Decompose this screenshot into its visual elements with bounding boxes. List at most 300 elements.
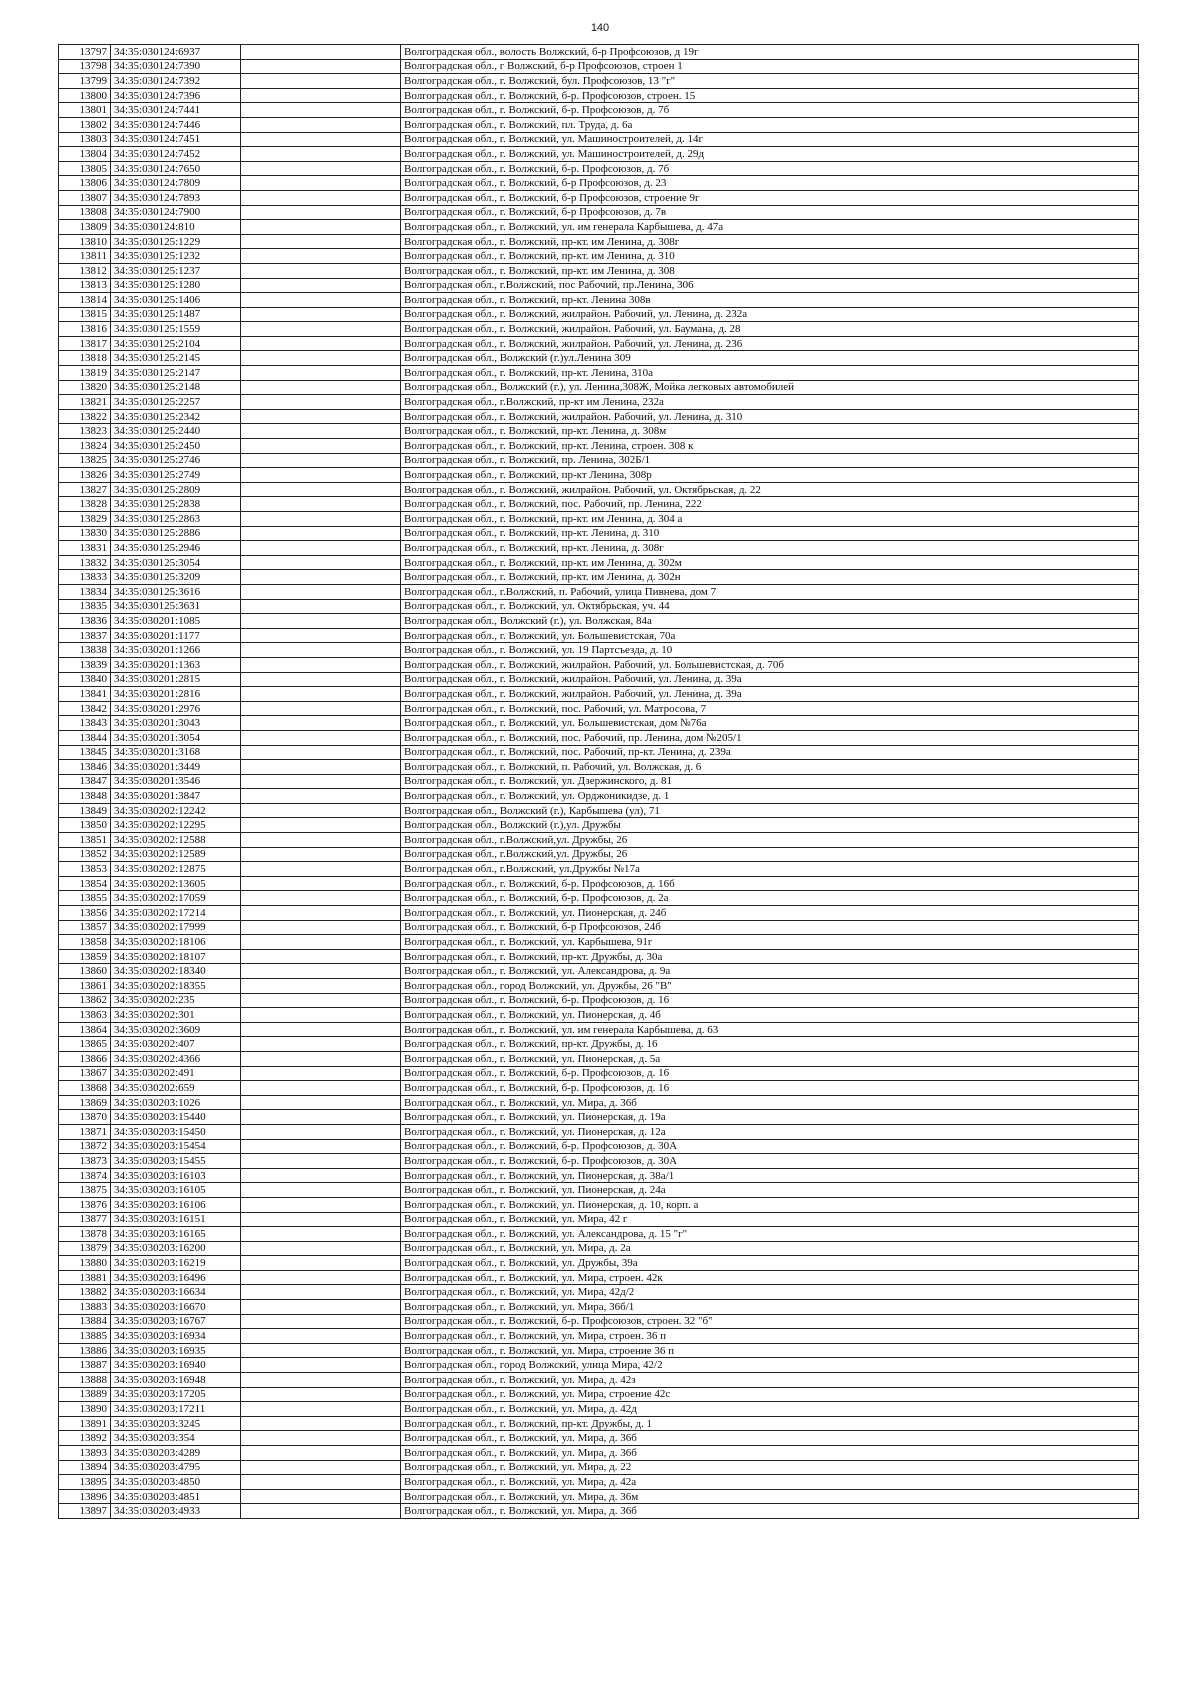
cadastral-number-cell: 34:35:030203:16103 <box>111 1168 241 1183</box>
table-row <box>59 1431 1139 1446</box>
address-cell: Волгоградская обл., г. Волжский, пр-кт. им Ленина, д. 310 <box>401 249 1139 264</box>
cadastral-number-cell: 34:35:030125:2749 <box>111 468 241 483</box>
row-number-cell: 13829 <box>59 512 111 527</box>
table-row <box>59 88 1139 103</box>
table-row <box>59 409 1139 424</box>
empty-cell <box>241 1300 401 1315</box>
cadastral-number-cell: 34:35:030203:15454 <box>111 1139 241 1154</box>
cadastral-number-cell: 34:35:030202:17999 <box>111 920 241 935</box>
cadastral-number-cell: 34:35:030125:2838 <box>111 497 241 512</box>
cadastral-number-cell: 34:35:030203:1026 <box>111 1095 241 1110</box>
table-row <box>59 1066 1139 1081</box>
row-number-cell: 13866 <box>59 1051 111 1066</box>
row-number-cell: 13822 <box>59 409 111 424</box>
empty-cell <box>241 1460 401 1475</box>
empty-cell <box>241 1343 401 1358</box>
empty-cell <box>241 1095 401 1110</box>
empty-cell <box>241 964 401 979</box>
empty-cell <box>241 1329 401 1344</box>
address-cell: Волгоградская обл., г. Волжский, ул. Мира, 42 г <box>401 1212 1139 1227</box>
address-cell: Волгоградская обл., г. Волжский, пос. Рабочий, пр-кт. Ленина, д. 239а <box>401 745 1139 760</box>
row-number-cell: 13803 <box>59 132 111 147</box>
row-number-cell: 13842 <box>59 701 111 716</box>
empty-cell <box>241 424 401 439</box>
row-number-cell: 13892 <box>59 1431 111 1446</box>
address-cell: Волгоградская обл., г. Волжский, ул. Машиностроителей, д. 29д <box>401 147 1139 162</box>
empty-cell <box>241 205 401 220</box>
row-number-cell: 13845 <box>59 745 111 760</box>
empty-cell <box>241 1504 401 1519</box>
address-cell: Волгоградская обл., г. Волжский, б-р. Профсоюзов, д. 2а <box>401 891 1139 906</box>
table-row <box>59 906 1139 921</box>
table-row <box>59 59 1139 74</box>
row-number-cell: 13882 <box>59 1285 111 1300</box>
cadastral-number-cell: 34:35:030201:1363 <box>111 657 241 672</box>
table-row <box>59 74 1139 89</box>
table-row <box>59 1241 1139 1256</box>
row-number-cell: 13870 <box>59 1110 111 1125</box>
address-cell: Волгоградская обл., г. Волжский, ул. Большевистская, дом №76а <box>401 716 1139 731</box>
empty-cell <box>241 1124 401 1139</box>
table-row <box>59 190 1139 205</box>
page-number: 140 <box>590 22 610 34</box>
address-cell: Волгоградская обл., г. Волжский, б-р. Профсоюзов, д. 16 <box>401 1081 1139 1096</box>
row-number-cell: 13877 <box>59 1212 111 1227</box>
row-number-cell: 13887 <box>59 1358 111 1373</box>
address-cell: Волгоградская обл., г.Волжский, пр-кт им Ленина, 232а <box>401 395 1139 410</box>
address-cell: Волгоградская обл., г. Волжский, ул. Большевистская, 70а <box>401 628 1139 643</box>
cadastral-number-cell: 34:35:030125:2148 <box>111 380 241 395</box>
address-cell: Волгоградская обл., г. Волжский, жилрайон. Рабочий, ул. Ленина, д. 39а <box>401 687 1139 702</box>
empty-cell <box>241 657 401 672</box>
cadastral-number-cell: 34:35:030125:2257 <box>111 395 241 410</box>
table-row <box>59 1197 1139 1212</box>
address-cell: Волгоградская обл., г. Волжский, жилрайон. Рабочий, ул. Большевистская, д. 70б <box>401 657 1139 672</box>
address-cell: Волгоградская обл., г. Волжский, ул. Машиностроителей, д. 14г <box>401 132 1139 147</box>
empty-cell <box>241 1387 401 1402</box>
row-number-cell: 13839 <box>59 657 111 672</box>
cadastral-number-cell: 34:35:030201:3168 <box>111 745 241 760</box>
empty-cell <box>241 1314 401 1329</box>
row-number-cell: 13852 <box>59 847 111 862</box>
table-row <box>59 220 1139 235</box>
row-number-cell: 13827 <box>59 482 111 497</box>
address-cell: Волгоградская обл., г. Волжский, пл. Труда, д. 6а <box>401 117 1139 132</box>
address-cell: Волгоградская обл., г. Волжский, б-р Профсоюзов, строение 9г <box>401 190 1139 205</box>
address-cell: Волгоградская обл., г. Волжский, ул. Александрова, д. 9а <box>401 964 1139 979</box>
cadastral-number-cell: 34:35:030125:3616 <box>111 584 241 599</box>
cadastral-number-cell: 34:35:030203:16934 <box>111 1329 241 1344</box>
table-row <box>59 424 1139 439</box>
address-cell: Волгоградская обл., г. Волжский, ул. Пионерская, д. 19а <box>401 1110 1139 1125</box>
row-number-cell: 13836 <box>59 614 111 629</box>
address-cell: Волгоградская обл., г. Волжский, ул. 19 Партсъезда, д. 10 <box>401 643 1139 658</box>
empty-cell <box>241 774 401 789</box>
row-number-cell: 13884 <box>59 1314 111 1329</box>
empty-cell <box>241 1066 401 1081</box>
cadastral-number-cell: 34:35:030201:1266 <box>111 643 241 658</box>
row-number-cell: 13889 <box>59 1387 111 1402</box>
row-number-cell: 13814 <box>59 293 111 308</box>
empty-cell <box>241 497 401 512</box>
cadastral-number-cell: 34:35:030203:15455 <box>111 1154 241 1169</box>
cadastral-number-cell: 34:35:030202:12588 <box>111 833 241 848</box>
cadastral-number-cell: 34:35:030203:16165 <box>111 1227 241 1242</box>
cadastral-number-cell: 34:35:030125:1237 <box>111 263 241 278</box>
table-row <box>59 1270 1139 1285</box>
cadastral-number-cell: 34:35:030203:3245 <box>111 1416 241 1431</box>
cadastral-number-cell: 34:35:030202:659 <box>111 1081 241 1096</box>
row-number-cell: 13817 <box>59 336 111 351</box>
table-row <box>59 1124 1139 1139</box>
empty-cell <box>241 584 401 599</box>
row-number-cell: 13847 <box>59 774 111 789</box>
address-cell: Волгоградская обл., г.Волжский,ул. Дружбы, 26 <box>401 833 1139 848</box>
row-number-cell: 13857 <box>59 920 111 935</box>
empty-cell <box>241 161 401 176</box>
empty-cell <box>241 1431 401 1446</box>
table-row <box>59 876 1139 891</box>
address-cell: Волгоградская обл., г. Волжский, пр-кт. Ленина, д. 310 <box>401 526 1139 541</box>
row-number-cell: 13879 <box>59 1241 111 1256</box>
address-cell: Волгоградская обл., г. Волжский, ул. Пионерская, д. 12а <box>401 1124 1139 1139</box>
cadastral-number-cell: 34:35:030203:16200 <box>111 1241 241 1256</box>
table-row <box>59 643 1139 658</box>
address-cell: Волгоградская обл., город Волжский, ул. Дружбы, 26 "В" <box>401 979 1139 994</box>
row-number-cell: 13807 <box>59 190 111 205</box>
cadastral-number-cell: 34:35:030202:17059 <box>111 891 241 906</box>
cadastral-number-cell: 34:35:030203:354 <box>111 1431 241 1446</box>
row-number-cell: 13885 <box>59 1329 111 1344</box>
row-number-cell: 13873 <box>59 1154 111 1169</box>
address-cell: Волгоградская обл., г.Волжский, п. Рабочий, улица Пивнева, дом 7 <box>401 584 1139 599</box>
address-cell: Волгоградская обл., Волжский (г.),ул. Дружбы <box>401 818 1139 833</box>
empty-cell <box>241 1183 401 1198</box>
empty-cell <box>241 1256 401 1271</box>
table-row <box>59 716 1139 731</box>
empty-cell <box>241 1212 401 1227</box>
address-cell: Волгоградская обл., г. Волжский, ул. Мира, д. 42д <box>401 1402 1139 1417</box>
table-row <box>59 1154 1139 1169</box>
row-number-cell: 13890 <box>59 1402 111 1417</box>
address-cell: Волгоградская обл., г. Волжский, ул. Мира, д. 36б <box>401 1095 1139 1110</box>
cadastral-number-cell: 34:35:030124:7392 <box>111 74 241 89</box>
row-number-cell: 13867 <box>59 1066 111 1081</box>
empty-cell <box>241 293 401 308</box>
cadastral-number-cell: 34:35:030125:1559 <box>111 322 241 337</box>
empty-cell <box>241 599 401 614</box>
empty-cell <box>241 468 401 483</box>
address-cell: Волгоградская обл., г. Волжский, пр-кт. Дружбы, д. 30а <box>401 949 1139 964</box>
cadastral-number-cell: 34:35:030124:7396 <box>111 88 241 103</box>
table-row <box>59 1110 1139 1125</box>
address-cell: Волгоградская обл., г. Волжский, жилрайон. Рабочий, ул. Ленина, д. 39а <box>401 672 1139 687</box>
row-number-cell: 13860 <box>59 964 111 979</box>
table-row <box>59 1300 1139 1315</box>
table-row <box>59 1358 1139 1373</box>
cadastral-number-cell: 34:35:030125:1406 <box>111 293 241 308</box>
empty-cell <box>241 395 401 410</box>
table-row <box>59 1081 1139 1096</box>
empty-cell <box>241 1241 401 1256</box>
address-cell: Волгоградская обл., г. Волжский, ул. Октябрьская, уч. 44 <box>401 599 1139 614</box>
address-cell: Волгоградская обл., г. Волжский, ул. Пионерская, д. 24а <box>401 1183 1139 1198</box>
table-row <box>59 468 1139 483</box>
cadastral-number-cell: 34:35:030125:3209 <box>111 570 241 585</box>
table-row <box>59 555 1139 570</box>
table-row <box>59 263 1139 278</box>
row-number-cell: 13848 <box>59 789 111 804</box>
empty-cell <box>241 263 401 278</box>
address-cell: Волгоградская обл., г. Волжский, пос. Рабочий, пр. Ленина, 222 <box>401 497 1139 512</box>
cadastral-number-cell: 34:35:030125:3631 <box>111 599 241 614</box>
cadastral-number-cell: 34:35:030203:16105 <box>111 1183 241 1198</box>
empty-cell <box>241 745 401 760</box>
row-number-cell: 13831 <box>59 541 111 556</box>
row-number-cell: 13820 <box>59 380 111 395</box>
table-row <box>59 293 1139 308</box>
table-row <box>59 1329 1139 1344</box>
row-number-cell: 13811 <box>59 249 111 264</box>
empty-cell <box>241 322 401 337</box>
table-row <box>59 1022 1139 1037</box>
row-number-cell: 13838 <box>59 643 111 658</box>
row-number-cell: 13813 <box>59 278 111 293</box>
cadastral-number-cell: 34:35:030203:16151 <box>111 1212 241 1227</box>
address-cell: Волгоградская обл., г. Волжский, ул. Мира, д. 36б <box>401 1504 1139 1519</box>
table-row <box>59 380 1139 395</box>
cadastral-number-cell: 34:35:030125:2746 <box>111 453 241 468</box>
row-number-cell: 13832 <box>59 555 111 570</box>
address-cell: Волгоградская обл., г. Волжский, жилрайон. Рабочий, ул. Ленина, д. 236 <box>401 336 1139 351</box>
table-row <box>59 307 1139 322</box>
table-row <box>59 1212 1139 1227</box>
cadastral-number-cell: 34:35:030125:2440 <box>111 424 241 439</box>
address-cell: Волгоградская обл., г.Волжский, ул.Дружбы №17а <box>401 862 1139 877</box>
address-cell: Волгоградская обл., г. Волжский, пр-кт. Ленина, д. 308г <box>401 541 1139 556</box>
table-row <box>59 1095 1139 1110</box>
table-row <box>59 366 1139 381</box>
empty-cell <box>241 1081 401 1096</box>
row-number-cell: 13878 <box>59 1227 111 1242</box>
table-row <box>59 1460 1139 1475</box>
table-row <box>59 979 1139 994</box>
table-row <box>59 1285 1139 1300</box>
empty-cell <box>241 59 401 74</box>
address-cell: Волгоградская обл., г. Волжский, пр-кт. Ленина, д. 308м <box>401 424 1139 439</box>
table-row <box>59 439 1139 454</box>
cadastral-number-cell: 34:35:030124:7650 <box>111 161 241 176</box>
cadastral-number-cell: 34:35:030125:2147 <box>111 366 241 381</box>
table-row <box>59 453 1139 468</box>
row-number-cell: 13840 <box>59 672 111 687</box>
table-row <box>59 774 1139 789</box>
row-number-cell: 13896 <box>59 1489 111 1504</box>
empty-cell <box>241 1373 401 1388</box>
table-row <box>59 1343 1139 1358</box>
registry-table <box>58 44 1139 1519</box>
empty-cell <box>241 789 401 804</box>
address-cell: Волгоградская обл., г. Волжский, жилрайон. Рабочий, ул. Ленина, д. 310 <box>401 409 1139 424</box>
address-cell: Волгоградская обл., г. Волжский, ул. Мира, д. 22 <box>401 1460 1139 1475</box>
address-cell: Волгоградская обл., г. Волжский, пр-кт. им Ленина, д. 308 <box>401 263 1139 278</box>
empty-cell <box>241 1285 401 1300</box>
address-cell: Волгоградская обл., г. Волжский, ул. Орджоникидзе, д. 1 <box>401 789 1139 804</box>
empty-cell <box>241 993 401 1008</box>
row-number-cell: 13818 <box>59 351 111 366</box>
cadastral-number-cell: 34:35:030203:4850 <box>111 1475 241 1490</box>
cadastral-number-cell: 34:35:030201:3449 <box>111 760 241 775</box>
address-cell: Волгоградская обл., город Волжский, улица Мира, 42/2 <box>401 1358 1139 1373</box>
empty-cell <box>241 1008 401 1023</box>
empty-cell <box>241 336 401 351</box>
empty-cell <box>241 132 401 147</box>
empty-cell <box>241 803 401 818</box>
address-cell: Волгоградская обл., г. Волжский, ул. Мира, д. 2а <box>401 1241 1139 1256</box>
empty-cell <box>241 833 401 848</box>
address-cell: Волгоградская обл., г. Волжский, ул. Пионерская, д. 4б <box>401 1008 1139 1023</box>
table-row <box>59 789 1139 804</box>
table-row <box>59 1008 1139 1023</box>
empty-cell <box>241 307 401 322</box>
address-cell: Волгоградская обл., г. Волжский, жилрайон. Рабочий, ул. Ленина, д. 232а <box>401 307 1139 322</box>
cadastral-number-cell: 34:35:030202:4366 <box>111 1051 241 1066</box>
table-row <box>59 818 1139 833</box>
row-number-cell: 13834 <box>59 584 111 599</box>
table-row <box>59 234 1139 249</box>
row-number-cell: 13880 <box>59 1256 111 1271</box>
cadastral-number-cell: 34:35:030125:3054 <box>111 555 241 570</box>
row-number-cell: 13823 <box>59 424 111 439</box>
cadastral-number-cell: 34:35:030201:2815 <box>111 672 241 687</box>
empty-cell <box>241 1022 401 1037</box>
table-row <box>59 1139 1139 1154</box>
empty-cell <box>241 555 401 570</box>
table-row <box>59 803 1139 818</box>
cadastral-number-cell: 34:35:030203:17205 <box>111 1387 241 1402</box>
table-row <box>59 45 1139 60</box>
cadastral-number-cell: 34:35:030202:13605 <box>111 876 241 891</box>
address-cell: Волгоградская обл., волость Волжский, б-р Профсоюзов, д 19г <box>401 45 1139 60</box>
table-row <box>59 1373 1139 1388</box>
row-number-cell: 13825 <box>59 453 111 468</box>
empty-cell <box>241 249 401 264</box>
cadastral-number-cell: 34:35:030125:1229 <box>111 234 241 249</box>
table-row <box>59 147 1139 162</box>
row-number-cell: 13828 <box>59 497 111 512</box>
cadastral-number-cell: 34:35:030202:18107 <box>111 949 241 964</box>
address-cell: Волгоградская обл., г. Волжский, ул. Мира, д. 36м <box>401 1489 1139 1504</box>
table-row <box>59 1402 1139 1417</box>
empty-cell <box>241 672 401 687</box>
table-row <box>59 278 1139 293</box>
table-row <box>59 599 1139 614</box>
cadastral-number-cell: 34:35:030203:4795 <box>111 1460 241 1475</box>
table-row <box>59 1168 1139 1183</box>
table-row <box>59 1416 1139 1431</box>
address-cell: Волгоградская обл., г. Волжский, жилрайон. Рабочий, ул. Октябрьская, д. 22 <box>401 482 1139 497</box>
table-row <box>59 1256 1139 1271</box>
address-cell: Волгоградская обл., г. Волжский, б-р. Профсоюзов, д. 16 <box>401 993 1139 1008</box>
address-cell: Волгоградская обл., г Волжский, б-р Профсоюзов, строен 1 <box>401 59 1139 74</box>
table-row <box>59 205 1139 220</box>
empty-cell <box>241 628 401 643</box>
cadastral-number-cell: 34:35:030202:301 <box>111 1008 241 1023</box>
address-cell: Волгоградская обл., г. Волжский, б-р. Профсоюзов, д. 7б <box>401 103 1139 118</box>
cadastral-number-cell: 34:35:030203:4289 <box>111 1446 241 1461</box>
table-row <box>59 584 1139 599</box>
cadastral-number-cell: 34:35:030202:407 <box>111 1037 241 1052</box>
row-number-cell: 13855 <box>59 891 111 906</box>
empty-cell <box>241 1358 401 1373</box>
address-cell: Волгоградская обл., г. Волжский, б-р. Профсоюзов, строен. 15 <box>401 88 1139 103</box>
address-cell: Волгоградская обл., г. Волжский, ул. Мира, д. 42з <box>401 1373 1139 1388</box>
empty-cell <box>241 1489 401 1504</box>
cadastral-number-cell: 34:35:030124:7900 <box>111 205 241 220</box>
cadastral-number-cell: 34:35:030201:1177 <box>111 628 241 643</box>
row-number-cell: 13863 <box>59 1008 111 1023</box>
address-cell: Волгоградская обл., г. Волжский, б-р Профсоюзов, д. 7в <box>401 205 1139 220</box>
address-cell: Волгоградская обл., г. Волжский, пр-кт Ленина, 308р <box>401 468 1139 483</box>
cadastral-number-cell: 34:35:030124:7446 <box>111 117 241 132</box>
address-cell: Волгоградская обл., г. Волжский, б-р. Профсоюзов, д. 7б <box>401 161 1139 176</box>
cadastral-number-cell: 34:35:030125:2886 <box>111 526 241 541</box>
address-cell: Волгоградская обл., г. Волжский, ул. Мира, строение 36 п <box>401 1343 1139 1358</box>
address-cell: Волгоградская обл., г. Волжский, ул. Мира, д. 42а <box>401 1475 1139 1490</box>
address-cell: Волгоградская обл., г. Волжский, пр-кт. Ленина 308в <box>401 293 1139 308</box>
table-row <box>59 833 1139 848</box>
cadastral-number-cell: 34:35:030202:235 <box>111 993 241 1008</box>
row-number-cell: 13886 <box>59 1343 111 1358</box>
cadastral-number-cell: 34:35:030125:2450 <box>111 439 241 454</box>
cadastral-number-cell: 34:35:030124:7893 <box>111 190 241 205</box>
table-row <box>59 322 1139 337</box>
empty-cell <box>241 88 401 103</box>
address-cell: Волгоградская обл., г. Волжский, пр-кт. им Ленина, д. 302м <box>401 555 1139 570</box>
table-row <box>59 103 1139 118</box>
cadastral-number-cell: 34:35:030203:4851 <box>111 1489 241 1504</box>
table-row <box>59 862 1139 877</box>
cadastral-number-cell: 34:35:030202:18106 <box>111 935 241 950</box>
row-number-cell: 13853 <box>59 862 111 877</box>
table-row <box>59 570 1139 585</box>
row-number-cell: 13862 <box>59 993 111 1008</box>
empty-cell <box>241 701 401 716</box>
address-cell: Волгоградская обл., г. Волжский, б-р Профсоюзов, 24б <box>401 920 1139 935</box>
row-number-cell: 13850 <box>59 818 111 833</box>
empty-cell <box>241 1037 401 1052</box>
table-row <box>59 935 1139 950</box>
address-cell: Волгоградская обл., г. Волжский, б-р. Профсоюзов, д. 16 <box>401 1066 1139 1081</box>
row-number-cell: 13851 <box>59 833 111 848</box>
address-cell: Волгоградская обл., г. Волжский, ул. Мира, д. 36б <box>401 1446 1139 1461</box>
cadastral-number-cell: 34:35:030203:16634 <box>111 1285 241 1300</box>
address-cell: Волгоградская обл., г. Волжский, б-р. Профсоюзов, строен. 32 "б" <box>401 1314 1139 1329</box>
address-cell: Волгоградская обл., Волжский (г.), ул. Ленина,308Ж, Мойка легковых автомобилей <box>401 380 1139 395</box>
row-number-cell: 13815 <box>59 307 111 322</box>
empty-cell <box>241 74 401 89</box>
table-row <box>59 249 1139 264</box>
cadastral-number-cell: 34:35:030203:16496 <box>111 1270 241 1285</box>
row-number-cell: 13846 <box>59 760 111 775</box>
empty-cell <box>241 409 401 424</box>
empty-cell <box>241 380 401 395</box>
row-number-cell: 13809 <box>59 220 111 235</box>
empty-cell <box>241 541 401 556</box>
empty-cell <box>241 891 401 906</box>
table-row <box>59 512 1139 527</box>
cadastral-number-cell: 34:35:030124:7809 <box>111 176 241 191</box>
